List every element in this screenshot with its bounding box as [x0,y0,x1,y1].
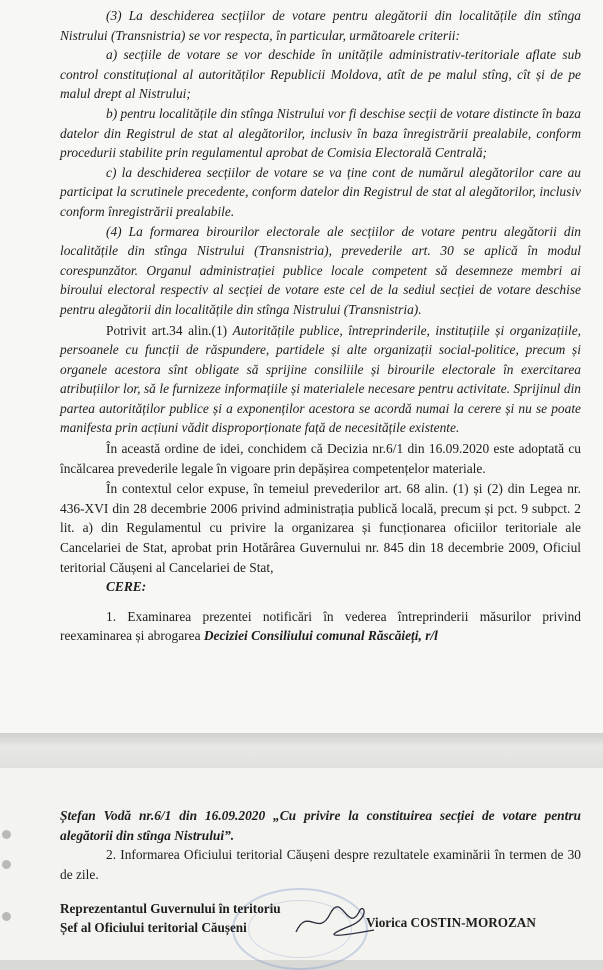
paragraph-legal-basis: În contextul celor expuse, în temeiul prevederilor art. 68 alin. (1) și (2) din Legea nr. 436-XVI din 28 decembrie 2006 privind administrația publică locală, precum și pct. 9 subpct. 2 lit. a) din Regulamentul cu privire la organizarea și funcționarea oficiilor teritoriale ale Cancelariei de Stat, aprobat prin Hotărârea Guvernului nr. 845 din 18 decembrie 2009, Oficiul teritorial Căușeni al Cancelariei de Stat, [60,481,581,575]
signature-block [60,900,580,946]
paragraph-art-34 [60,321,581,439]
request-item-1-text: 1. Examinarea prezentei notificări în vederea întreprinderii măsurilor privind reexaminarea și abrogarea [60,608,581,644]
paragraph-criterion-b: b) pentru localitățile din stînga Nistrului vor fi deschise secții de votare distincte în baza datelor din Registrul de stat al alegătorilor, inclusiv în baza înregistrării prealabile, conform procedurii stabilite prin regulamentul aprobat de Comisia Electorală Centrală; [60,105,581,161]
paragraph-conclusion: În această ordine de idei, conchidem că Decizia nr.6/1 din 16.09.2020 este adoptată cu încălcarea prevederile legale în vigoare prin depășirea competențelor materiale. [60,441,581,476]
paragraph-art-3: (3) La deschiderea secțiilor de votare pentru alegătorii din localitățile din stînga Nistrului (Transnistria) se vor respecta, în particular, următoarele criterii: [60,8,581,43]
signatory-name: Viorica COSTIN-MOROZAN [366,915,536,930]
paragraph-art-4: (4) La formarea birourilor electorale ale secțiilor de votare pentru alegătorii din localitățile din stînga Nistrului (Transnistria), prevederile art. 30 se aplică în modul corespunzător. Organul administrației publice locale competent să desemneze membri ai biroului electoral respectiv al secției de votare este cel de la sediul secției de votare deschise pentru alegătorii din localitățile din stînga Nistrului (Transnistria). [60,223,581,317]
request-item-1 [60,607,581,646]
request-item-1-decision: Deciziei Consiliului comunal Răscăieți, r/l [203,628,438,644]
page-break [0,733,603,768]
cere-heading: CERE: [106,579,147,595]
art-34-quote: Autoritățile publice, întreprinderile, instituțiile și organizațiile, persoanele cu funcții de răspundere, partidele și alte organizații social-politice, precum și organele acestora sînt obligate să sprijine consiliile și birourile electorale în exercitarea atribuțiilor lor, să le furnizeze informațiile și materialele necesare pentru activitate. Sprijinul din partea autorităților publice și a exponenților acestora se acordă numai la cerere și nu se poate manifesta prin acțiuni vădit disproporționate față de necesitățile existente. [60,322,581,436]
paragraph-criterion-c: c) la deschiderea secțiilor de votare se va ține cont de numărul alegătorilor care au participat la scrutinele precedente, conform datelor din Registrul de stat al alegătorilor, inclusiv conform înregistrării prealabile. [60,164,581,219]
art-34-lead: Potrivit art.34 alin.(1) [106,322,233,338]
request-item-2: 2. Informarea Oficiului teritorial Căușeni despre rezultatele examinării în termen de 30 de zile. [60,847,581,882]
continued-decision-title: Ștefan Vodă nr.6/1 din 16.09.2020 „Cu privire la constituirea secției de votare pentru alegătorii din stînga Nistrului”. [60,808,581,843]
paragraph-criterion-a: a) secțiile de votare se vor deschide în unitățile administrativ-teritoriale aflate sub control constituțional al autorităților Republicii Moldova, atît de pe malul stîng, cît și de pe malul drept al Nistrului; [60,47,581,102]
signature-role-line-2: Șef al Oficiului teritorial Căușeni [60,919,247,935]
signature-role-line-1: Reprezentantul Guvernului în teritoriu [60,901,281,916]
signature-title [60,900,281,937]
